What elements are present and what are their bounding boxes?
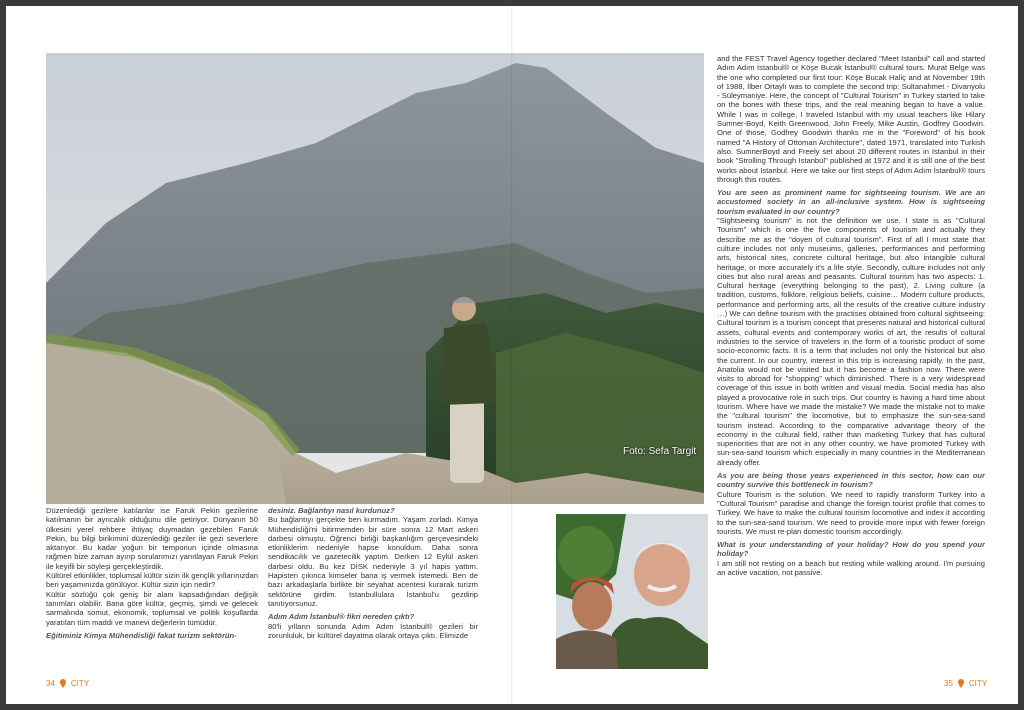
magazine-logo: CITY — [968, 679, 988, 688]
left-column-2 — [268, 506, 478, 666]
right-column — [717, 54, 985, 668]
page-footer-left — [46, 679, 89, 688]
page-footer-right — [944, 679, 987, 688]
location-pin-icon — [957, 679, 965, 688]
magazine-spread — [6, 6, 1018, 704]
portrait-photo — [556, 514, 708, 669]
body-paragraph: Bu bağlantıyı gerçekte ben kurmadım. Yaşam zorladı. Kimya Mühendisliği'ni bitirmemden bir süre sonra 12 Mart askeri darbesi olmuştu. Öğrenci birliği başkanlığım gerçevesindeki etkinliklerim nedeniyle hapse konuldum. Daha sonra sendikacılık ve gazetecilik yaptım. Derken 12 Eylül askeri darbesi oldu. Bu kez DİSK nedeniyle 3 yıl hapis yattım. Hapisten çıkınca kimseler bana iş vermek istemedi. Ben de bazı arkadaşlarla birlikte bir seyahat acentesi kurarak turizm sektörüne girdim. İstanbullulara İstanbul'u gezdirip tanıtıyorsunuz. — [268, 515, 478, 608]
spread-gutter — [511, 6, 513, 704]
interview-question: desiniz. Bağlantıyı nasıl kurdunuz? — [268, 506, 395, 515]
body-paragraph: Culture Tourism is the solution. We need to rapidly transform Turkey into a "Cultural Tourism" paradise and change the foreign tourist profile that comes to Turkey. We have to make the cultural tourism locomotive and index it according to the sun-sea-sand tourism. We need to provide more input with fewer foreign tourists. We must re-plan domestic tourism accordingly. — [717, 489, 985, 536]
body-paragraph: Kültür sözlüğü çok geniş bir alanı kapsadığından değişik tanımları olabilir. Bana göre kültür, geçmiş, şimdi ve gelecek sarmalında somut, ekonomik, toplumsal ve politik koşullarda yaratılan tüm maddi ve manevi değerlerin tümüdür. — [46, 589, 258, 627]
mountain-photo — [46, 53, 704, 504]
photo-credit: Foto: Sefa Targit — [623, 446, 697, 457]
body-paragraph: Kültürel etkinlikler, toplumsal kültür sizin ilk gençlik yıllarınızdan beri yaşamınızda görülüyor. Kültür sizin için nedir? — [46, 571, 258, 590]
body-paragraph: 80'li yılların sonunda Adım Adım İstanbul® gezileri bir zorunluluk, bir kültürel dayatma olarak ortaya çıktı. Elimizde — [268, 621, 478, 640]
body-paragraph: Düzenlediği gezilere katılanlar ise Faruk Pekin gezilerine katılmanın bir ayrıcalık olduğunu dile getiriyor. Dünyanın 50 ülkesini yerel rehbere ihtiyaç duymadan gezebilen Faruk Pekin, bu bilgi birikimini düzenlediği geziler ile gezi severlere aktarıyor. Bu kadar yoğun bir temponun içinde olmasına rağmen bize zaman ayırıp sorularımızı yanıtlayan Faruk Pekin ile keyifli bir söyleşi gerçekleştirdik. — [46, 506, 258, 571]
left-column-1 — [46, 506, 258, 658]
interview-question: Eğitiminiz Kimya Mühendisliği fakat turizm sektörün- — [46, 630, 237, 640]
body-paragraph: and the FEST Travel Agency together declared "Meet Istanbul" call and started Adım Adım İstanbul® or Köşe Bucak İstanbul® cultural tours. Murat Belge was the one who completed our first tour: Köşe Bucak Haliç and at November 19th of 1988, İlber Ortaylı was to complete the second trip: Sultanahmet - Divanyolu - Süleymaniye. Here, the concept of "Cultural Tourism" in Turkey started to take on the bones with these trips, and the real meaning began to have a value. While I was in college, I traveled Istanbul with my usual teachers like Hilary Sumner-Boyd, Keith Greenwood, John Freely, Mike Austin, Godfrey Goodwin. One of those, Godfrey Goodwin thanks me in the "Foreword" of his book named "A History of Ottoman Architecture", dated 1971, translated into Turkish also. SumnerBoyd and Freely set about 20 different routes in Istanbul in their book "Strolling Through Istanbul" published at 1972 and it is still one of the best works about Istanbul. Here we take our first steps of Adım Adım İstanbul® tours through this routes. — [717, 54, 985, 184]
page-number: 35 — [944, 679, 953, 688]
interview-question: Adım Adım İstanbul® fikri nereden çıktı? — [268, 612, 415, 622]
interview-question: What is your understanding of your holiday? How do you spend your holiday? — [717, 540, 985, 559]
body-paragraph: "Sightseeing tourism" is not the definition we use. I state is as "Cultural Tourism" which is one the five components of tourism and actually they describe me as the "doyen of cultural tourism". First of all I must state that culture includes not only museums, galleries, performances and performing arts, historical sites, concrete cultural heritage, but also intangible cultural heritage, or more accurately it's a life style. Secondly, culture includes not only cities but also rural areas and peasants. Cultural tourism has two aspects: 1. Cultural heritage (everything belonging to the past), 2. Living culture (a tradition, customs, folklore, religious beliefs, cuisine… Modern culture products, performance and performing arts, all the results of the creative culture industry …) We can define tourism with the practises obtained from cultural sightseeing: Cultural tourism is a tourism concept that presents natural and historical cultural assets, cultural events and contemporary works of art, the results of cultural industries to the service of travelers in the form of a touristic product of some socio-economic facts. It is a term that includes not only the historical but also the current. In our country, interest in this trip is increasing rapidly. In the past, Anatolia would not be visited but it has become a fashion now. There were visits to abroad for "shopping" which diminished. There is a very widespread coverage of this issue in both written and visual media. Social media has also played a provocative role in such trips. Our country is having a hard time about tourism. Where have we made the mistake? We made the mistake not to make the "cultural tourism" the locomotive, but to emphasize the sun-sea-sand tourism instead. According to the comparative advantage theory of the economy in the cultural field, rather than marketing Turkey that has cultural superiorities that are not in any other country, we have promoted Turkey with sun-sea-sand tourism which especially in many countries in the Mediterranean already offer. — [717, 216, 985, 467]
interview-question: As you are being those years experienced in this sector, how can our country survive this bottleneck in tourism? — [717, 471, 985, 490]
body-paragraph: I am still not resting on a beach but resting while walking around. I'm pursuing an active vacation, not passive. — [717, 558, 985, 578]
magazine-logo: CITY — [70, 679, 90, 688]
page-number: 34 — [46, 679, 55, 688]
location-pin-icon — [59, 679, 67, 688]
interview-question: You are seen as prominent name for sightseeing tourism. We are an accustomed society in an all-inclusive system. How is sightseeing tourism evaluated in our country? — [717, 188, 985, 216]
